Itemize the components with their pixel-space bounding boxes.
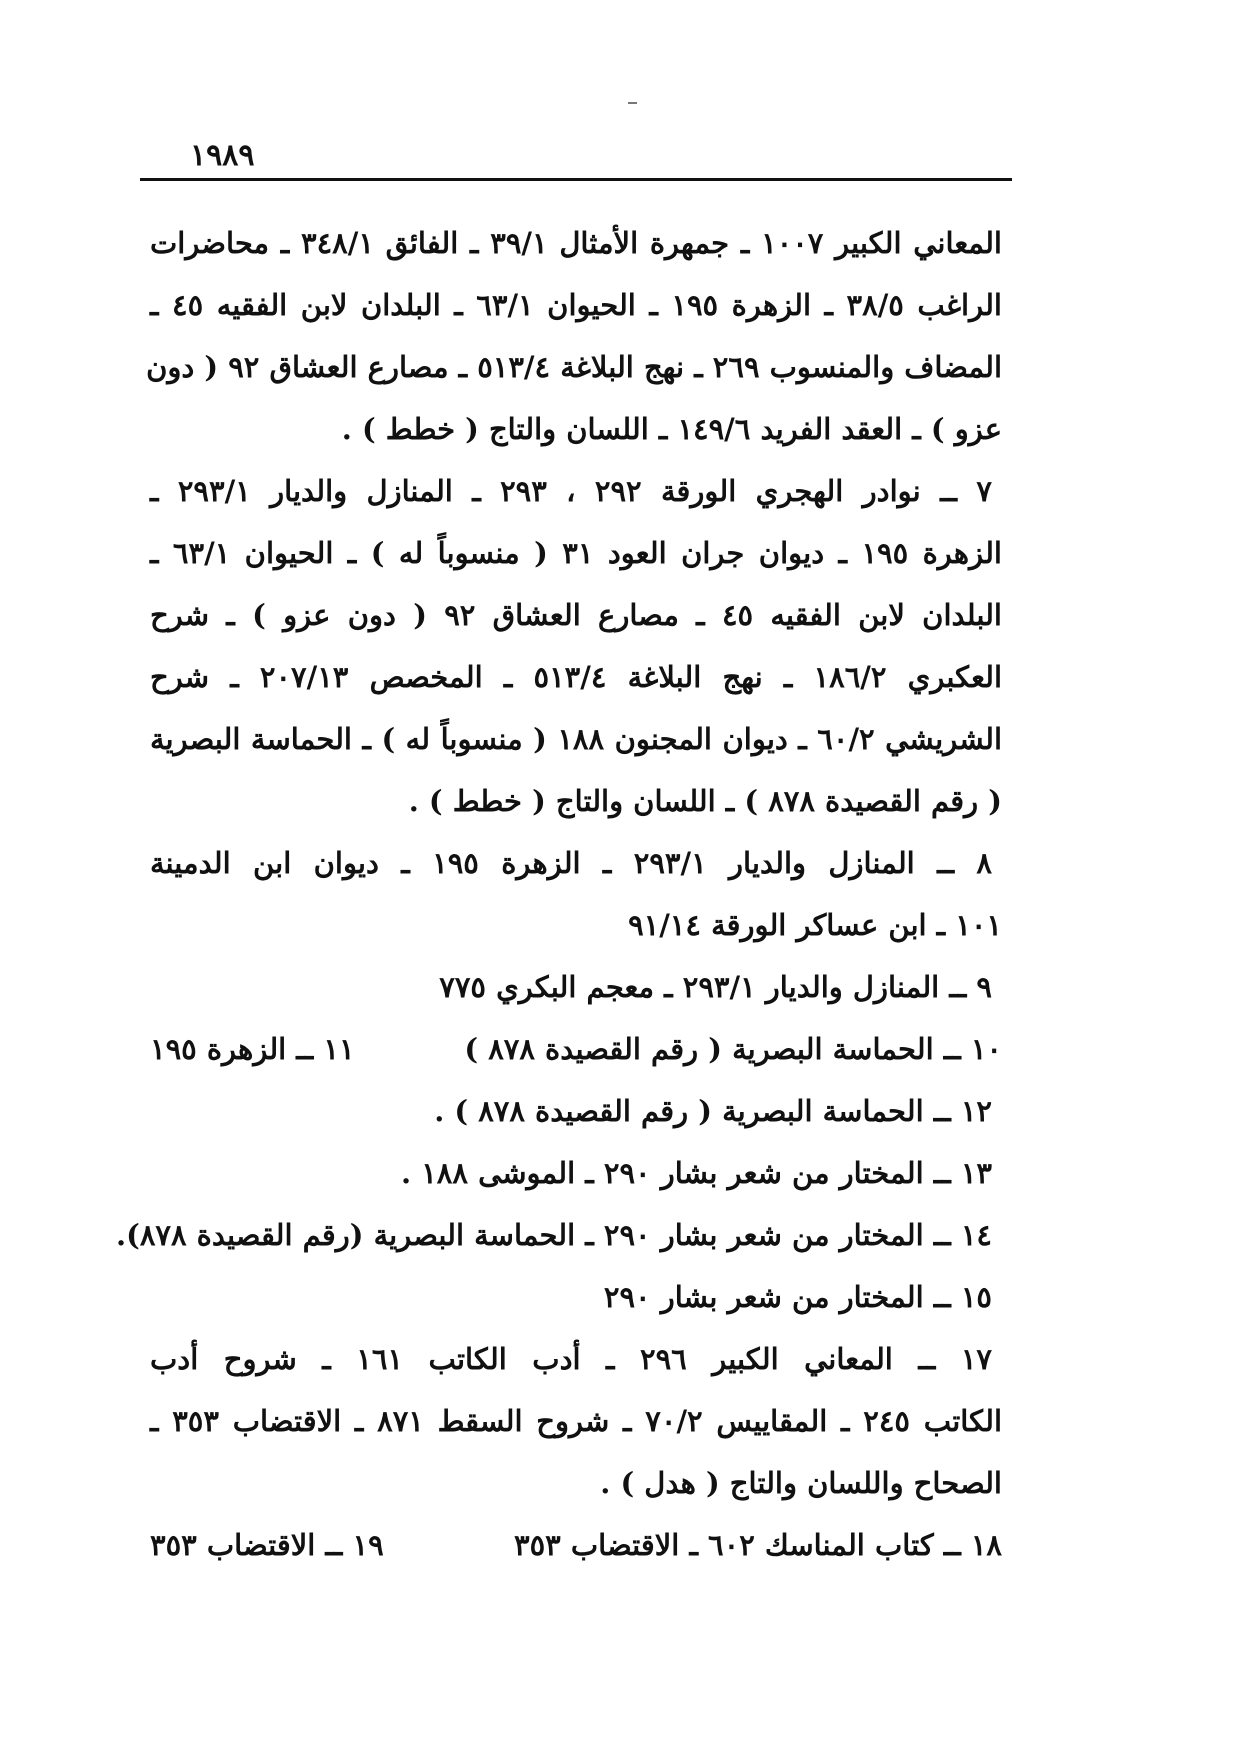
text-line: ١٢ ــ الحماسة البصرية ( رقم القصيدة ٨٧٨ ) .	[434, 1094, 992, 1128]
entry-13	[150, 1142, 1002, 1204]
text-line: ٨ ــ المنازل والديار ٢٩٣/١ ـ الزهرة ١٩٥ ـ ديوان ابن الدمينة	[150, 846, 992, 880]
text-line: ( رقم القصيدة ٨٧٨ ) ـ اللسان والتاج ( خطط ) .	[408, 784, 1002, 818]
entry-15	[150, 1266, 1002, 1328]
text-line: ١٣ ــ المختار من شعر بشار ٢٩٠ ـ الموشى ١٨٨ .	[401, 1156, 992, 1190]
text-line: ١٥ ــ المختار من شعر بشار ٢٩٠	[603, 1280, 992, 1314]
text-line: عزو ) ـ العقد الفريد ١٤٩/٦ ـ اللسان والتاج ( خطط ) .	[341, 412, 1002, 446]
text-line: الكاتب ٢٤٥ ـ المقاييس ٧٠/٢ ـ شروح السقط ٨٧١ ـ الاقتضاب ٣٥٣ ـ	[150, 1404, 1003, 1438]
scan-speck	[628, 102, 637, 104]
entry-10-11	[150, 1018, 1002, 1080]
footnotes-body	[115, 212, 1003, 1576]
entry-9	[150, 956, 1002, 1018]
entry-11: ١١ ــ الزهرة ١٩٥	[150, 1032, 355, 1066]
entry-17	[150, 1328, 1002, 1514]
entry-14	[115, 1204, 1002, 1266]
text-line: الزهرة ١٩٥ ـ ديوان جران العود ٣١ ( منسوباً له ) ـ الحيوان ٦٣/١ ـ	[150, 536, 1002, 570]
page-number: ١٩٨٩	[190, 138, 255, 173]
entry-7	[150, 460, 1002, 832]
text-line: المضاف والمنسوب ٢٦٩ ـ نهج البلاغة ٥١٣/٤ ـ مصارع العشاق ٩٢ ( دون	[146, 350, 1002, 384]
text-line: ١٧ ــ المعاني الكبير ٢٩٦ ـ أدب الكاتب ١٦١ ـ شروح أدب	[150, 1342, 992, 1376]
text-line: الراغب ٣٨/٥ ـ الزهرة ١٩٥ ـ الحيوان ٦٣/١ ـ البلدان لابن الفقيه ٤٥ ـ	[150, 288, 1002, 322]
text-line: المعاني الكبير ١٠٠٧ ـ جمهرة الأمثال ٣٩/١ ـ الفائق ٣٤٨/١ ـ محاضرات	[150, 226, 1002, 260]
entry-8	[150, 832, 1002, 956]
text-line: ٧ ــ نوادر الهجري الورقة ٢٩٢ ، ٢٩٣ ـ المنازل والديار ٢٩٣/١ ـ	[150, 474, 992, 508]
entry-continuation	[146, 212, 1002, 460]
entry-10: ١٠ ــ الحماسة البصرية ( رقم القصيدة ٨٧٨ )	[464, 1032, 1002, 1066]
text-line: ٩ ــ المنازل والديار ٢٩٣/١ ـ معجم البكري ٧٧٥	[439, 970, 992, 1004]
text-line: الصحاح واللسان والتاج ( هدل ) .	[600, 1466, 1002, 1500]
text-line: العكبري ١٨٦/٢ ـ نهج البلاغة ٥١٣/٤ ـ المخصص ٢٠٧/١٣ ـ شرح	[150, 660, 1002, 694]
entry-19: ١٩ ــ الاقتضاب ٣٥٣	[150, 1528, 384, 1562]
text-line: ١٠١ ـ ابن عساكر الورقة ٩١/١٤	[628, 908, 1002, 942]
entry-18-19	[150, 1514, 1002, 1576]
header-rule	[140, 178, 1012, 181]
text-line: البلدان لابن الفقيه ٤٥ ـ مصارع العشاق ٩٢ ( دون عزو ) ـ شرح	[150, 598, 1002, 632]
entry-18: ١٨ ــ كتاب المناسك ٦٠٢ ـ الاقتضاب ٣٥٣	[514, 1528, 1002, 1562]
entry-12	[150, 1080, 1002, 1142]
text-line: ١٤ ــ المختار من شعر بشار ٢٩٠ ـ الحماسة البصرية (رقم القصيدة ٨٧٨).	[115, 1218, 992, 1252]
text-line: الشريشي ٦٠/٢ ـ ديوان المجنون ١٨٨ ( منسوباً له ) ـ الحماسة البصرية	[150, 722, 1003, 756]
